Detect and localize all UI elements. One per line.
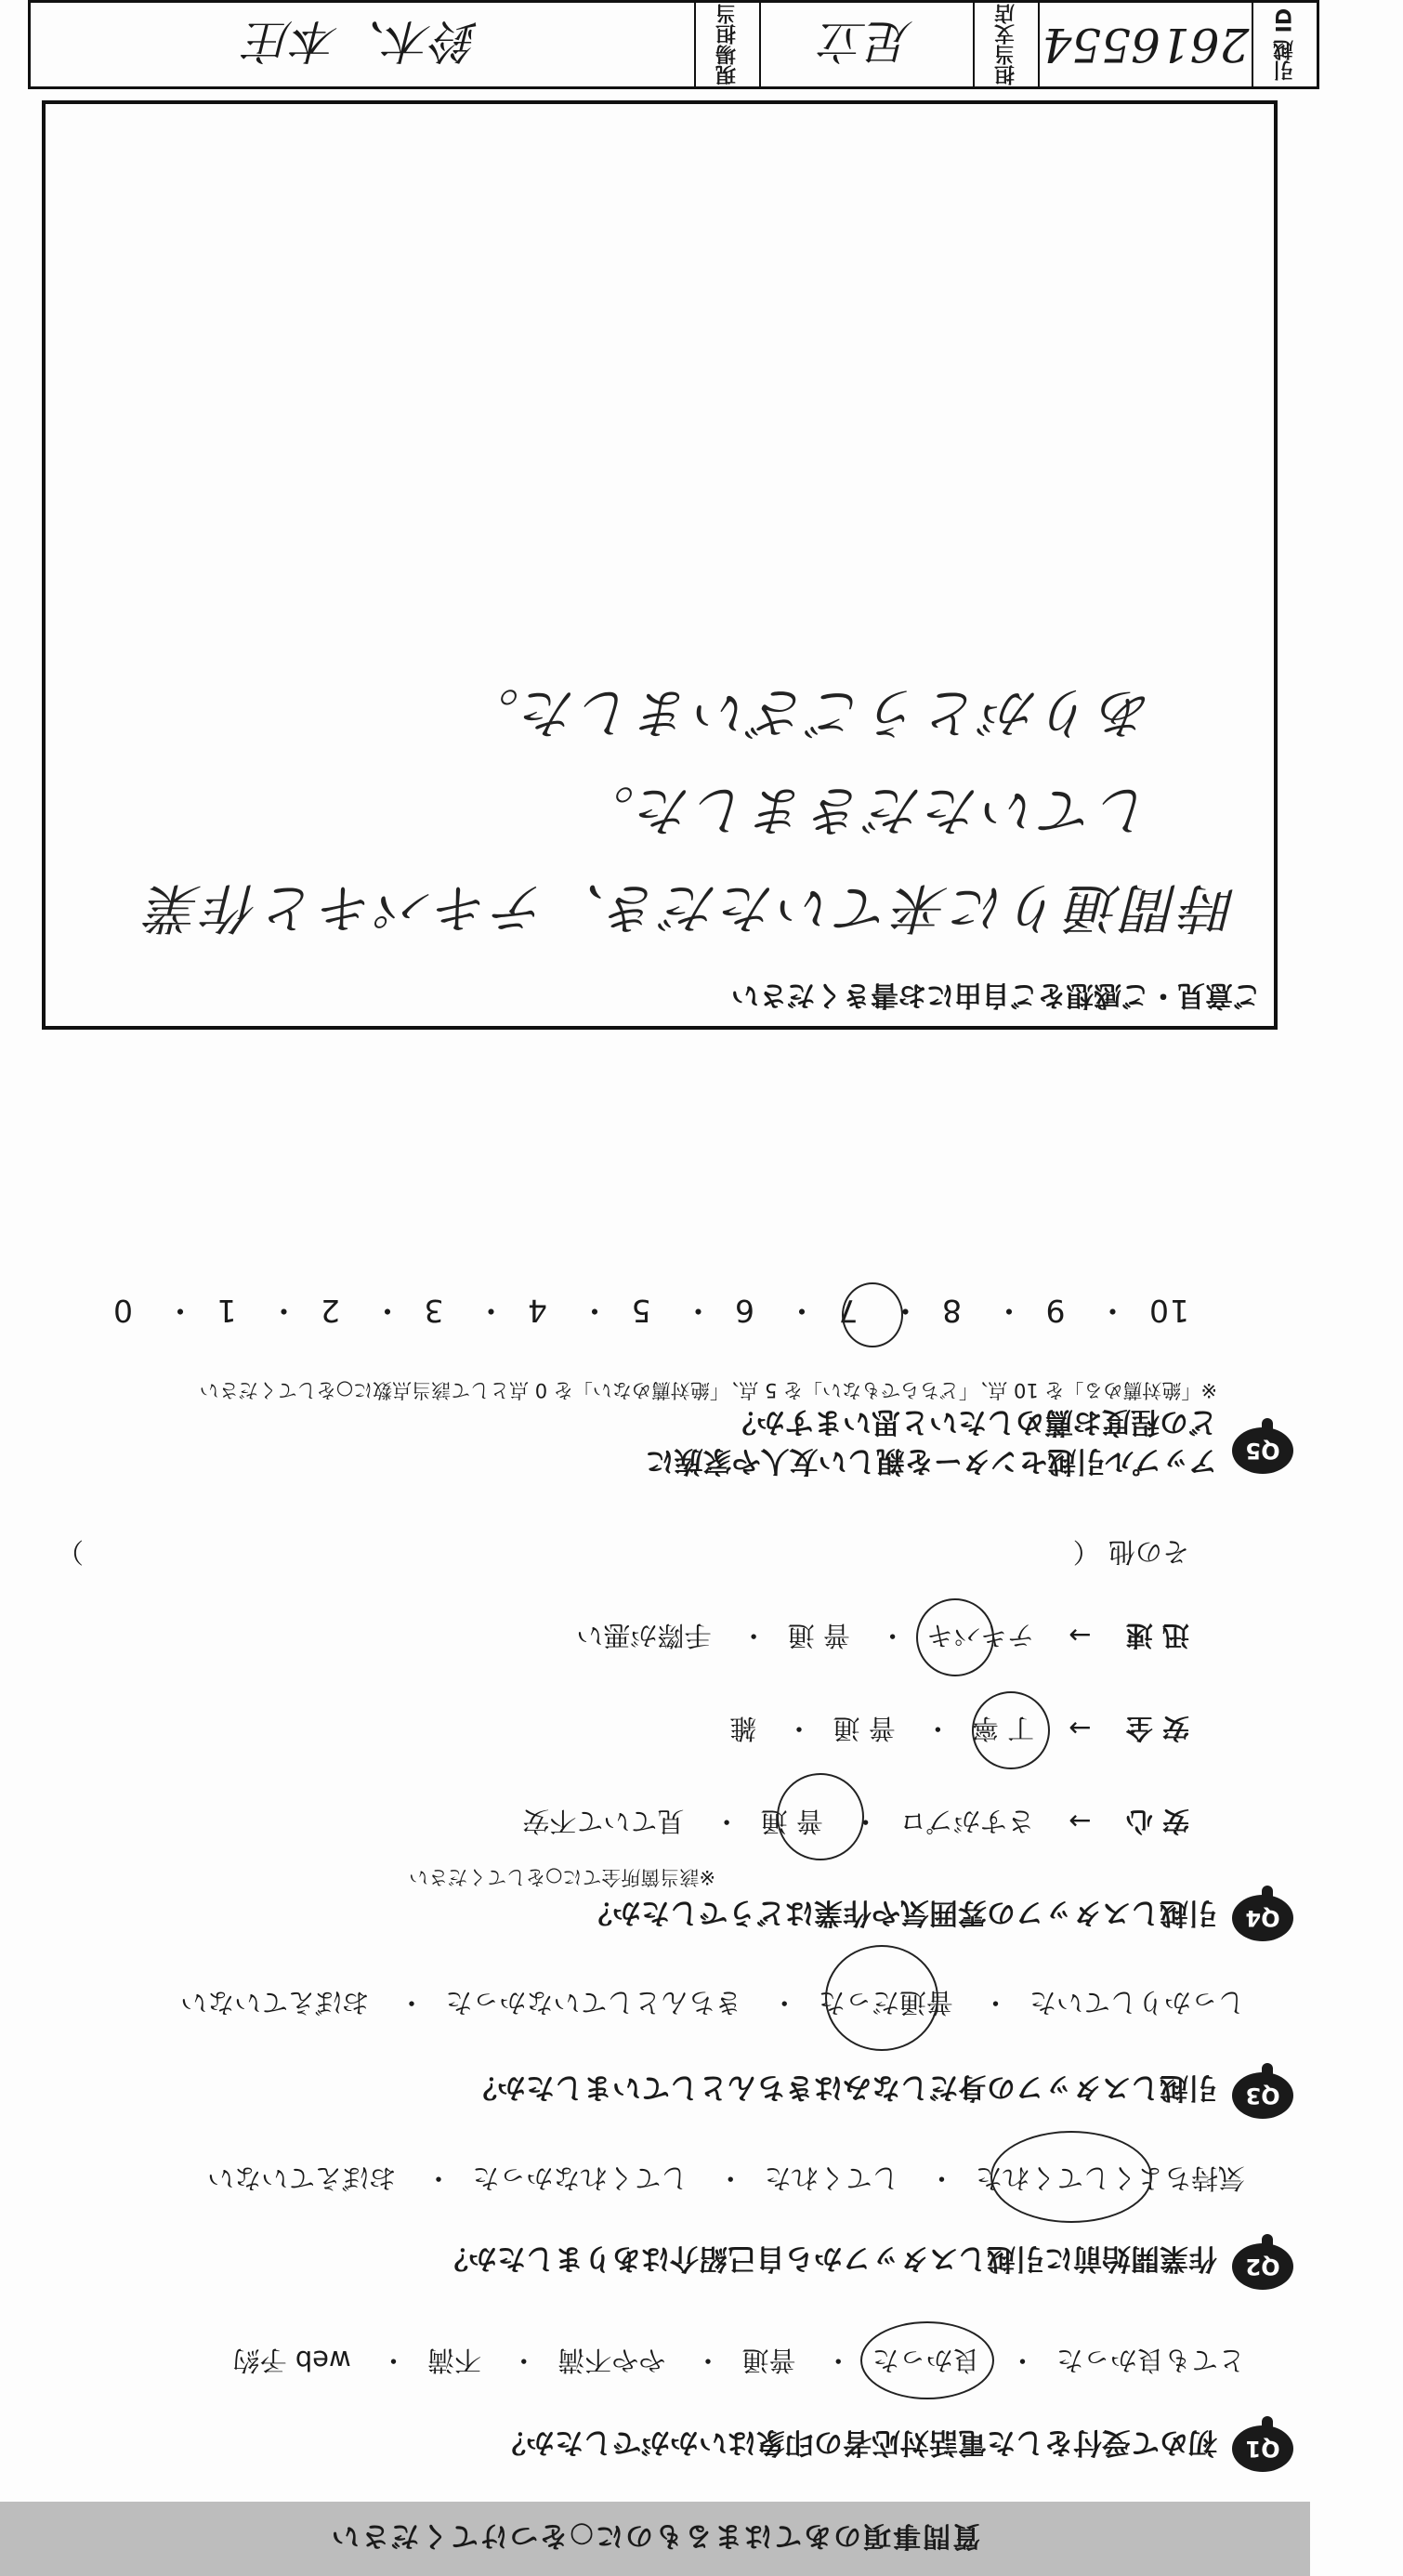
q2-option[interactable]: してくれた: [764, 2162, 899, 2194]
handwritten-comment-line: 時間通りに来ていただき、テキパキと作業: [144, 876, 1237, 940]
q4-option-selected[interactable]: テキパキ: [926, 1620, 1035, 1651]
branch-value: 足立: [759, 3, 973, 86]
comment-box-header: ご意見・ご感想をご自由にお書きください: [731, 979, 1261, 1011]
q4-other-input[interactable]: [102, 1530, 1050, 1563]
q4-option-selected[interactable]: 丁 寧: [971, 1713, 1035, 1744]
q5-scale: 10・ 9・ 8・ 7・ 6・ 5・ 4・ 3・ 2・ 1・ 0: [112, 1293, 1189, 1329]
branch-label: 担当支店: [973, 3, 1038, 86]
handwritten-comment-line: ありがとうございました。: [461, 681, 1153, 744]
q4-option-selected[interactable]: 普 通: [760, 1806, 823, 1837]
q4-anzen-circle: [972, 1691, 1050, 1769]
handwritten-comment-line: していただきました。: [576, 779, 1153, 842]
q2-option[interactable]: おぼえていない: [207, 2162, 397, 2194]
q1-option-selected[interactable]: 良かった: [872, 2345, 980, 2376]
q4-row-label: 迅 速: [1125, 1620, 1189, 1651]
q3-badge: Q3: [1232, 2072, 1293, 2119]
leader-value: 鈴木、本庄: [246, 14, 479, 68]
q3-option[interactable]: きちんとしていなかった: [445, 1987, 742, 2018]
q4-option[interactable]: 見ていて不安: [522, 1806, 685, 1837]
q4-badge: Q4: [1232, 1895, 1293, 1941]
q4-other: [1073, 1534, 1189, 1572]
leader-label: 現場担当: [694, 3, 759, 86]
q5-selection-circle: [842, 1282, 903, 1347]
q1-option[interactable]: とても良かった: [1056, 2345, 1245, 2376]
q4-anshin-circle: [777, 1773, 864, 1860]
q4-other-label: その他 （: [1072, 1536, 1189, 1568]
instruction-banner: 質問事項のあてはまるものに○をつけてください: [0, 2502, 1310, 2576]
score-option[interactable]: 5: [630, 1293, 651, 1329]
q1-selection-circle: [860, 2321, 994, 2399]
q5-note: ※「絶対薦める」を 10 点、「どちらでもない」を 5 点、「絶対薦めない」を 0 点として該当点数に○をしてください: [199, 1379, 1217, 1401]
score-option[interactable]: 9: [1044, 1293, 1066, 1329]
id-value: 2616554: [1038, 3, 1252, 86]
q2-question: 作業開始前に引越しスタッフから自己紹介はありましたか？: [439, 2241, 1217, 2275]
id-label: 引越 ID: [1252, 3, 1317, 86]
q4-jinsoku-circle: [916, 1598, 994, 1676]
q4-row-anzen: 安 全 → 丁 寧・ 普 通・ 雑: [729, 1711, 1189, 1749]
q1-option[interactable]: 不満: [426, 2345, 481, 2376]
q4-other-close: ）: [56, 1536, 84, 1568]
q4-option[interactable]: 普 通: [833, 1713, 896, 1744]
q2-options: 気持ちよくしてくれた・ してくれた・ してくれなかった・ おぼえていない: [207, 2161, 1245, 2199]
score-option[interactable]: 3: [423, 1293, 444, 1329]
q4-question: 引越しスタッフの雰囲気や作業はどうでしたか？: [583, 1896, 1217, 1929]
q3-selection-circle: [825, 1945, 938, 2051]
q2-option[interactable]: してくれなかった: [472, 2162, 688, 2194]
score-option[interactable]: 10: [1148, 1293, 1189, 1329]
q2-selection-circle: [990, 2131, 1152, 2223]
q5-badge: Q5: [1232, 1427, 1293, 1474]
q3-option[interactable]: しっかりしていた: [1029, 1987, 1245, 2018]
arrow-icon: →: [1069, 1620, 1092, 1651]
score-option[interactable]: 0: [112, 1293, 133, 1329]
q3-option[interactable]: おぼえていない: [180, 1987, 370, 2018]
score-option-selected[interactable]: 7: [837, 1293, 859, 1329]
q3-options: しっかりしていた・ 普通だった・ きちんとしていなかった・ おぼえていない: [180, 1985, 1245, 2023]
comment-box[interactable]: [42, 100, 1278, 1030]
score-option[interactable]: 2: [320, 1293, 340, 1329]
q1-question: 初めて受付をした電話対応者の印象はいかがでしたか？: [497, 2425, 1217, 2459]
q3-question: 引越しスタッフの身だしなみはきちんとしていましたか？: [468, 2070, 1217, 2104]
score-option[interactable]: 6: [734, 1293, 754, 1329]
q4-row-label: 安 全: [1125, 1713, 1189, 1744]
q1-badge: Q1: [1232, 2425, 1293, 2472]
q4-option[interactable]: 普 通: [787, 1620, 850, 1651]
q1-options: とても良かった・ 良かった・ 普通・ やや不満・ 不満・ web 予約: [233, 2343, 1245, 2381]
q3-option-selected[interactable]: 普通だった: [818, 1987, 953, 2018]
score-option[interactable]: 1: [216, 1293, 237, 1329]
q2-badge: Q2: [1232, 2243, 1293, 2290]
q1-option[interactable]: 普通: [741, 2345, 796, 2376]
q1-option[interactable]: web 予約: [232, 2345, 351, 2376]
q5-question-line1: アップル引越センターを親しい友人や家族に: [645, 1444, 1217, 1478]
q2-option-selected[interactable]: 気持ちよくしてくれた: [975, 2162, 1245, 2194]
q4-row-anshin: 安 心 → さすがプロ・ 普 通・ 見ていて不安: [522, 1804, 1189, 1842]
q5-question-line2: どの程度お薦めしたいと思いますか？: [728, 1405, 1217, 1439]
q4-row-label: 安 心: [1125, 1806, 1189, 1837]
q4-option[interactable]: さすがプロ: [899, 1806, 1035, 1837]
q1-option[interactable]: やや不満: [557, 2345, 666, 2376]
q4-row-jinsoku: 迅 速 → テキパキ・ 普 通・ 手際が悪い: [576, 1618, 1189, 1656]
score-option[interactable]: 8: [941, 1293, 962, 1329]
q4-note: ※該当箇所全てに○をしてください: [409, 1866, 715, 1888]
q4-option[interactable]: 手際が悪い: [576, 1620, 712, 1651]
q4-option[interactable]: 雑: [729, 1713, 757, 1744]
arrow-icon: →: [1069, 1713, 1092, 1744]
arrow-icon: →: [1069, 1806, 1092, 1837]
staff-info-table: [28, 0, 1319, 89]
score-option[interactable]: 4: [527, 1293, 547, 1329]
